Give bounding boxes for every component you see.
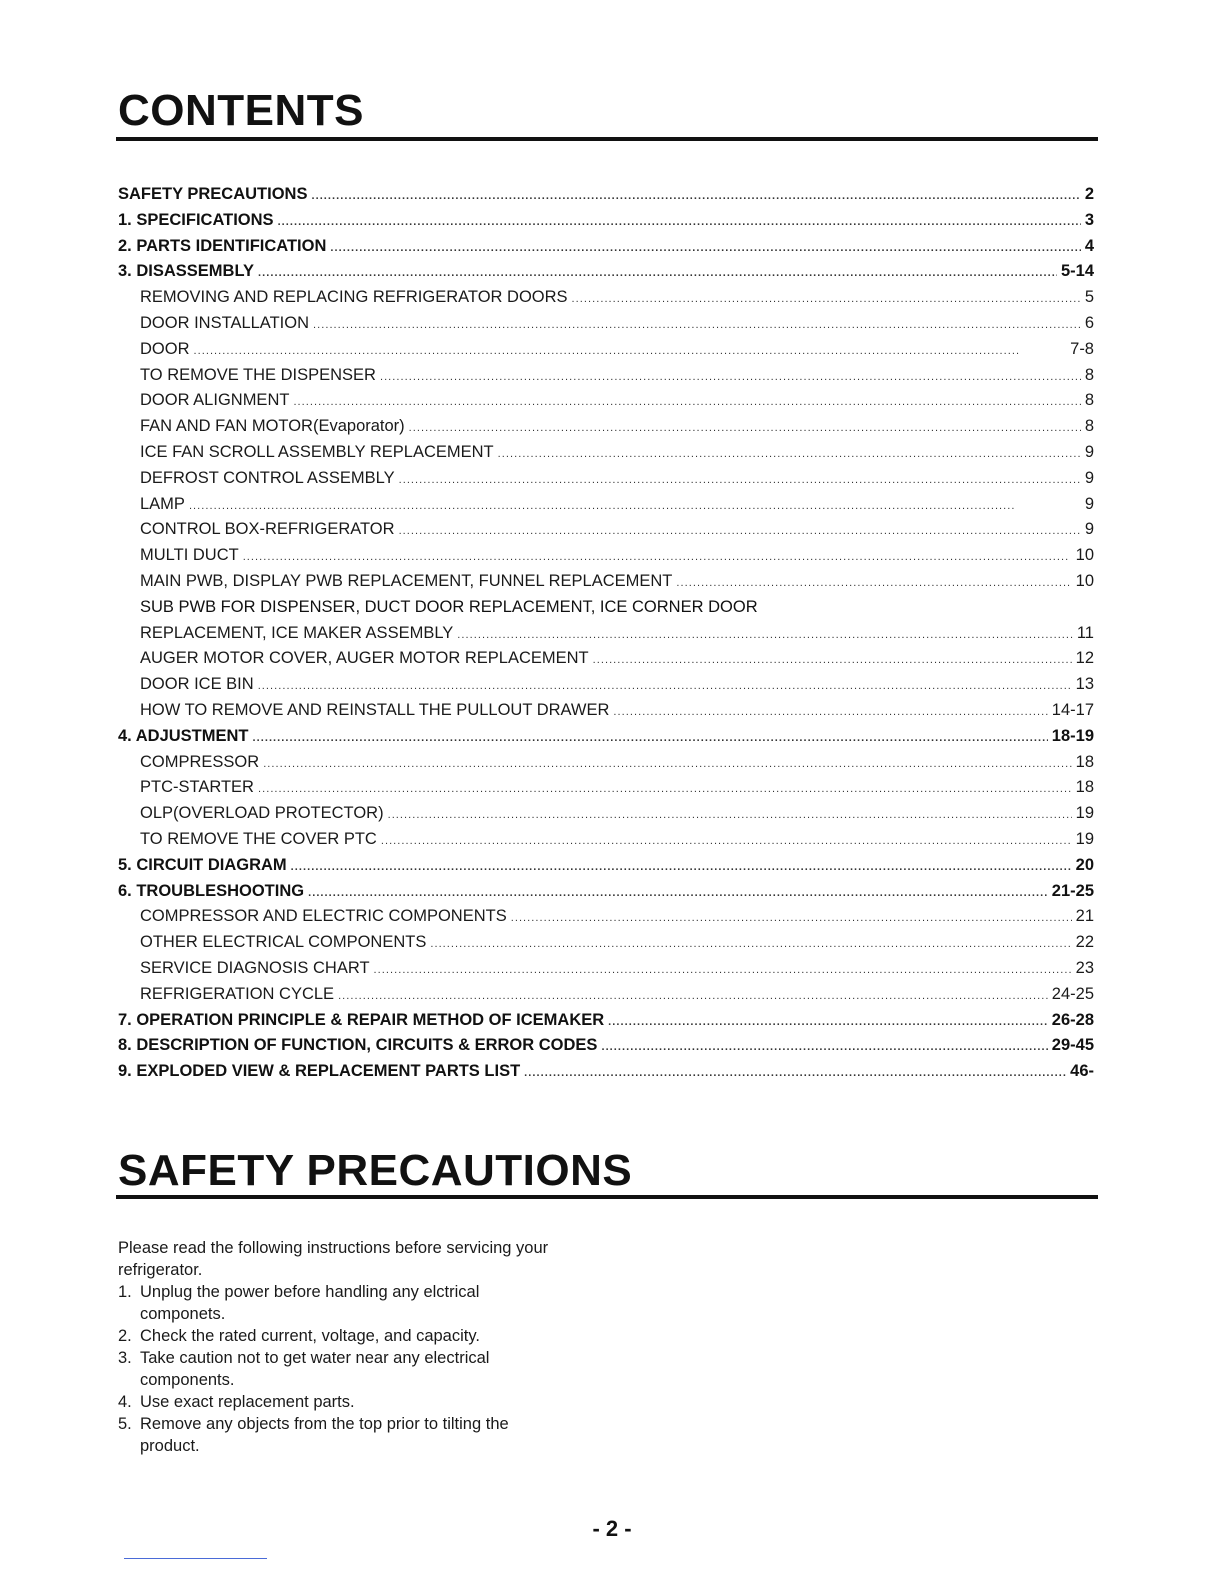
toc-leader-dots xyxy=(338,990,1048,1002)
toc-leader-dots xyxy=(524,1067,1066,1079)
toc-leader-dots xyxy=(430,938,1071,950)
toc-entry xyxy=(118,598,1094,624)
toc-entry-label: 4. ADJUSTMENT xyxy=(118,726,249,745)
toc-entry xyxy=(118,262,1094,288)
toc-entry-label: COMPRESSOR AND ELECTRIC COMPONENTS xyxy=(140,907,507,926)
toc-entry-label: 3. DISASSEMBLY xyxy=(118,262,255,281)
toc-entry-page: 46- xyxy=(1070,1062,1094,1081)
safety-step xyxy=(118,1347,548,1391)
toc-leader-dots xyxy=(409,422,1081,434)
toc-entry-label: REMOVING AND REPLACING REFRIGERATOR DOORS xyxy=(140,288,568,307)
toc-entry xyxy=(118,856,1094,882)
toc-leader-dots xyxy=(601,1041,1047,1053)
toc-entry xyxy=(118,314,1094,340)
toc-leader-dots xyxy=(308,887,1048,899)
toc-entry-page: 9 xyxy=(1084,468,1094,487)
toc-entry-page: 22 xyxy=(1075,933,1094,952)
toc-entry-page: 18-19 xyxy=(1051,726,1094,745)
toc-entry-page: 9 xyxy=(1084,442,1094,461)
toc-entry-label: REPLACEMENT, ICE MAKER ASSEMBLY xyxy=(140,623,454,642)
toc-entry xyxy=(118,882,1094,908)
toc-entry xyxy=(118,753,1094,779)
toc-entry-page: 8 xyxy=(1084,417,1094,436)
toc-leader-dots xyxy=(330,242,1080,254)
toc-entry-page: 12 xyxy=(1075,649,1094,668)
toc-entry xyxy=(118,1036,1094,1062)
toc-entry xyxy=(118,391,1094,417)
toc-entry-page: 24-25 xyxy=(1051,984,1094,1003)
toc-entry-label: TO REMOVE THE COVER PTC xyxy=(140,829,377,848)
footer-line xyxy=(124,1558,267,1559)
toc-entry xyxy=(118,185,1094,211)
toc-entry-label: 5. CIRCUIT DIAGRAM xyxy=(118,855,287,874)
safety-step-number: 1. xyxy=(118,1283,132,1301)
toc-entry xyxy=(118,624,1094,650)
toc-leader-dots xyxy=(258,783,1072,795)
toc-entry-label: LAMP xyxy=(140,494,185,513)
toc-leader-dots xyxy=(608,1016,1048,1028)
toc-entry-label: 6. TROUBLESHOOTING xyxy=(118,881,305,900)
toc-entry-page: 10 xyxy=(1075,546,1094,565)
toc-entry-label: DOOR ALIGNMENT xyxy=(140,391,290,410)
toc-entry-label: 7. OPERATION PRINCIPLE & REPAIR METHOD OF ICEMAKER xyxy=(118,1010,605,1029)
toc-leader-dots xyxy=(380,371,1081,383)
toc-entry xyxy=(118,701,1094,727)
toc-entry-label: MULTI DUCT xyxy=(140,546,239,565)
toc-entry-page: 14-17 xyxy=(1051,700,1094,719)
toc-entry-page: 8 xyxy=(1084,391,1094,410)
toc-leader-dots xyxy=(593,654,1072,666)
toc-entry-page: 7-8 xyxy=(1070,339,1094,358)
toc-entry-label: 1. SPECIFICATIONS xyxy=(118,210,274,229)
toc-leader-dots xyxy=(263,758,1071,770)
table-of-contents xyxy=(118,185,1094,1088)
safety-step xyxy=(118,1391,548,1413)
contents-rule xyxy=(116,137,1098,141)
toc-leader-dots xyxy=(253,732,1048,744)
safety-step-text: Use exact replacement parts. xyxy=(140,1393,355,1411)
safety-step-text: Check the rated current, voltage, and capacity. xyxy=(140,1327,480,1345)
toc-entry xyxy=(118,211,1094,237)
toc-entry-label: DOOR xyxy=(140,339,190,358)
safety-step-text: Unplug the power before handling any elctrical componets. xyxy=(140,1283,480,1323)
toc-entry xyxy=(118,520,1094,546)
toc-leader-dots xyxy=(399,474,1081,486)
toc-entry-page: 5-14 xyxy=(1060,262,1094,281)
toc-entry-label: 8. DESCRIPTION OF FUNCTION, CIRCUITS & ERROR CODES xyxy=(118,1036,598,1055)
toc-entry-page: 20 xyxy=(1075,855,1094,874)
toc-entry-label: DOOR INSTALLATION xyxy=(140,313,309,332)
toc-entry xyxy=(118,495,1094,521)
toc-entry xyxy=(118,985,1094,1011)
toc-entry-label: DEFROST CONTROL ASSEMBLY xyxy=(140,468,395,487)
toc-entry-page: 6 xyxy=(1084,313,1094,332)
toc-entry-label: SAFETY PRECAUTIONS xyxy=(118,185,308,203)
toc-entry xyxy=(118,417,1094,443)
toc-leader-dots xyxy=(194,345,1067,357)
safety-step-text: Take caution not to get water near any electrical components. xyxy=(140,1349,490,1389)
toc-entry-page: 5 xyxy=(1084,288,1094,307)
toc-entry xyxy=(118,237,1094,263)
toc-leader-dots xyxy=(399,525,1081,537)
toc-entry-label: SUB PWB FOR DISPENSER, DUCT DOOR REPLACEMENT, ICE CORNER DOOR xyxy=(140,597,758,616)
toc-entry-page: 19 xyxy=(1075,804,1094,823)
toc-entry-label: SERVICE DIAGNOSIS CHART xyxy=(140,958,370,977)
contents-title: CONTENTS xyxy=(118,86,364,135)
toc-entry xyxy=(118,340,1094,366)
toc-entry xyxy=(118,546,1094,572)
toc-leader-dots xyxy=(258,680,1072,692)
toc-entry-page: 9 xyxy=(1084,494,1094,513)
toc-leader-dots xyxy=(676,577,1071,589)
toc-entry-label: DOOR ICE BIN xyxy=(140,675,254,694)
safety-title: SAFETY PRECAUTIONS xyxy=(118,1146,633,1195)
toc-entry-page: 26-28 xyxy=(1051,1010,1094,1029)
toc-entry xyxy=(118,649,1094,675)
toc-leader-dots xyxy=(572,293,1081,305)
toc-leader-dots xyxy=(278,216,1081,228)
toc-leader-dots xyxy=(311,190,1080,202)
toc-entry-page: 10 xyxy=(1075,571,1094,590)
toc-entry-page: 18 xyxy=(1075,752,1094,771)
toc-entry-page: 9 xyxy=(1084,520,1094,539)
safety-step-number: 5. xyxy=(118,1415,132,1433)
toc-entry-label: ICE FAN SCROLL ASSEMBLY REPLACEMENT xyxy=(140,442,494,461)
toc-entry-page: 4 xyxy=(1084,236,1094,255)
toc-leader-dots xyxy=(457,629,1073,641)
toc-entry xyxy=(118,933,1094,959)
toc-entry xyxy=(118,469,1094,495)
toc-entry xyxy=(118,959,1094,985)
toc-entry xyxy=(118,1011,1094,1037)
toc-entry xyxy=(118,288,1094,314)
safety-step-number: 3. xyxy=(118,1349,132,1367)
toc-entry xyxy=(118,443,1094,469)
toc-leader-dots xyxy=(374,964,1072,976)
toc-entry-page: 18 xyxy=(1075,778,1094,797)
toc-leader-dots xyxy=(498,448,1081,460)
toc-entry-page: 2 xyxy=(1084,185,1094,203)
toc-leader-dots xyxy=(189,500,1081,512)
toc-leader-dots xyxy=(511,912,1072,924)
toc-entry-label: PTC-STARTER xyxy=(140,778,254,797)
safety-steps xyxy=(118,1281,548,1457)
toc-leader-dots xyxy=(293,396,1080,408)
toc-entry-page: 3 xyxy=(1084,210,1094,229)
safety-step-number: 4. xyxy=(118,1393,132,1411)
page-number: - 2 - xyxy=(592,1516,632,1541)
toc-entry xyxy=(118,727,1094,753)
toc-leader-dots xyxy=(258,267,1057,279)
toc-entry-page: 29-45 xyxy=(1051,1036,1094,1055)
toc-entry xyxy=(118,907,1094,933)
toc-entry-label: TO REMOVE THE DISPENSER xyxy=(140,365,376,384)
toc-entry-label: OTHER ELECTRICAL COMPONENTS xyxy=(140,933,427,952)
safety-step xyxy=(118,1413,548,1457)
toc-entry-label: HOW TO REMOVE AND REINSTALL THE PULLOUT DRAWER xyxy=(140,700,610,719)
toc-leader-dots xyxy=(313,319,1081,331)
toc-leader-dots xyxy=(243,551,1072,563)
safety-step-number: 2. xyxy=(118,1327,132,1345)
toc-entry-page: 11 xyxy=(1076,623,1094,642)
toc-entry-page: 23 xyxy=(1075,958,1094,977)
toc-entry xyxy=(118,1062,1094,1088)
toc-entry-page: 19 xyxy=(1075,829,1094,848)
toc-leader-dots xyxy=(613,706,1047,718)
toc-leader-dots xyxy=(381,835,1072,847)
toc-leader-dots xyxy=(291,861,1072,873)
toc-entry-label: CONTROL BOX-REFRIGERATOR xyxy=(140,520,395,539)
toc-entry-label: MAIN PWB, DISPLAY PWB REPLACEMENT, FUNNEL REPLACEMENT xyxy=(140,571,673,590)
toc-entry xyxy=(118,778,1094,804)
toc-entry-label: FAN AND FAN MOTOR(Evaporator) xyxy=(140,417,405,436)
toc-entry xyxy=(118,830,1094,856)
toc-entry xyxy=(118,675,1094,701)
toc-entry-label: OLP(OVERLOAD PROTECTOR) xyxy=(140,804,384,823)
toc-entry xyxy=(118,572,1094,598)
toc-entry-page: 21-25 xyxy=(1051,881,1094,900)
toc-entry xyxy=(118,804,1094,830)
toc-entry-label: 2. PARTS IDENTIFICATION xyxy=(118,236,327,255)
safety-rule xyxy=(116,1195,1098,1199)
toc-entry-page: 8 xyxy=(1084,365,1094,384)
safety-step-text: Remove any objects from the top prior to tilting the product. xyxy=(140,1415,509,1455)
safety-intro: Please read the following instructions before servicing your refrigerator. xyxy=(118,1239,549,1279)
toc-entry-page: 21 xyxy=(1075,907,1094,926)
toc-leader-dots xyxy=(388,809,1072,821)
toc-entry-label: 9. EXPLODED VIEW & REPLACEMENT PARTS LIST xyxy=(118,1062,521,1081)
safety-step xyxy=(118,1325,548,1347)
safety-step xyxy=(118,1281,548,1325)
toc-entry-label: COMPRESSOR xyxy=(140,752,260,771)
toc-entry-label: REFRIGERATION CYCLE xyxy=(140,984,335,1003)
toc-entry-label: AUGER MOTOR COVER, AUGER MOTOR REPLACEMENT xyxy=(140,649,589,668)
toc-entry xyxy=(118,366,1094,392)
toc-entry-page: 13 xyxy=(1075,675,1094,694)
